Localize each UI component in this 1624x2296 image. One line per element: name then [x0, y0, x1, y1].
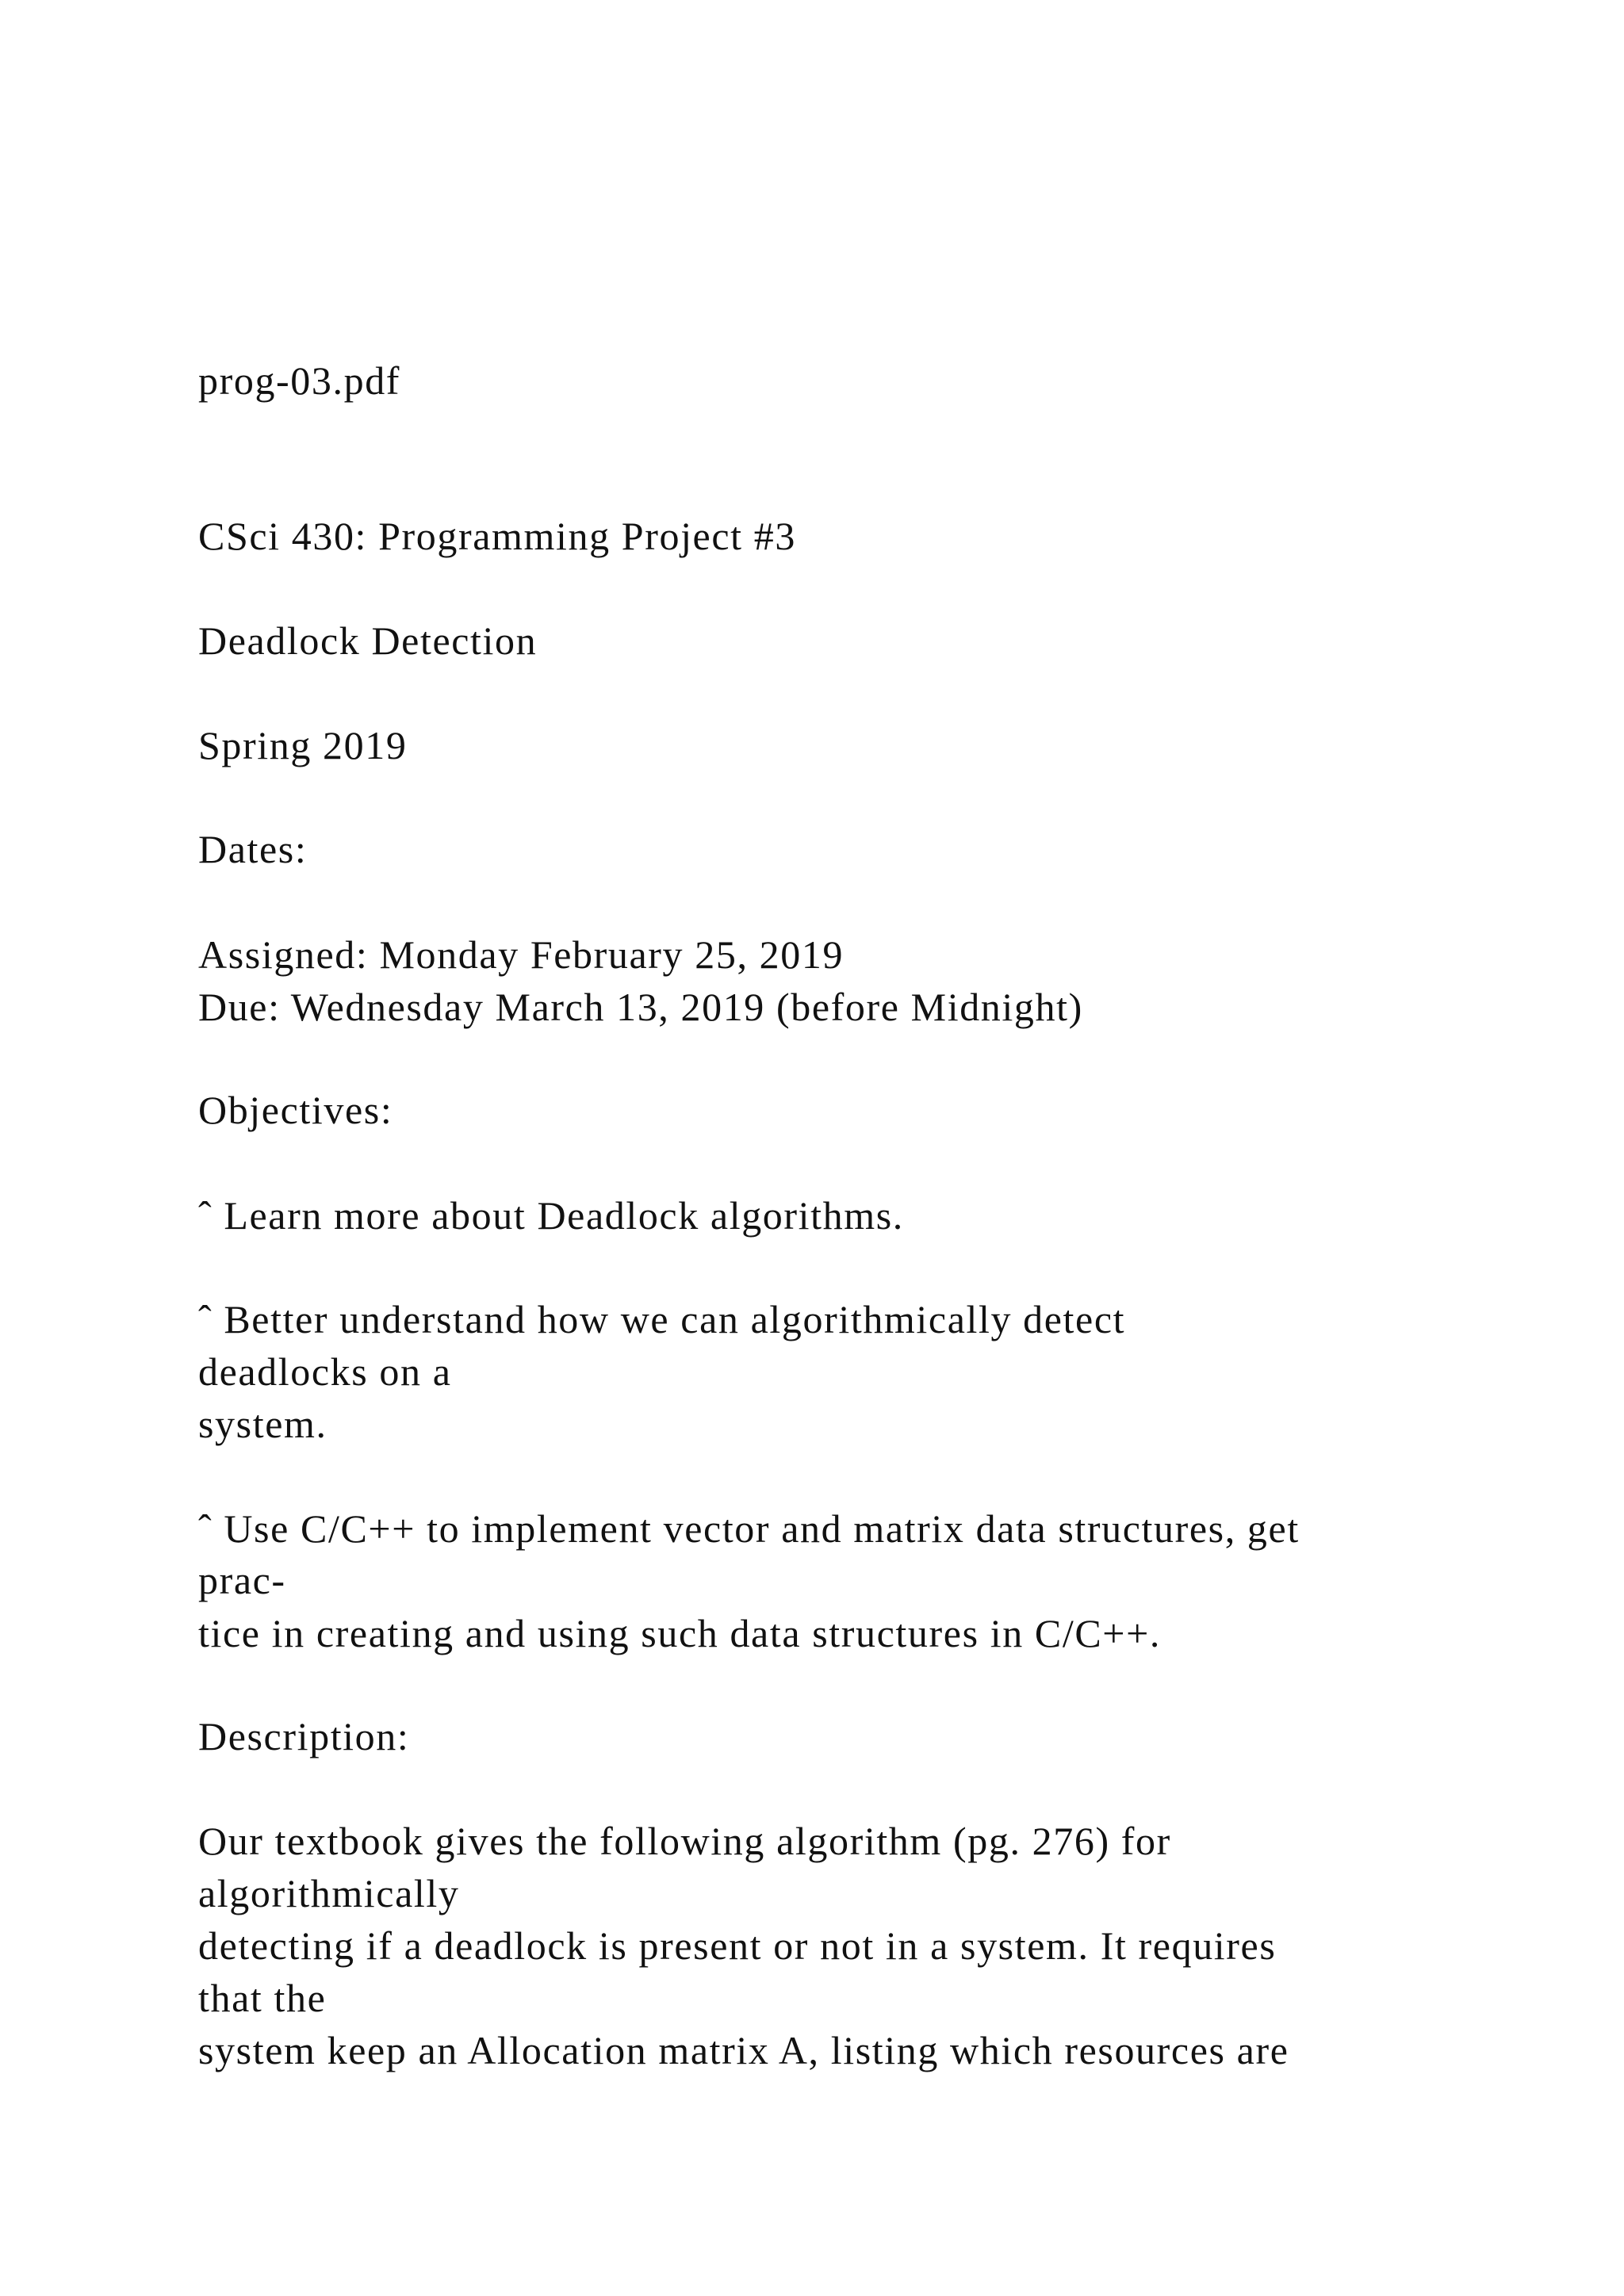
description-line: detecting if a deadlock is present or not in a system. It requires: [198, 1923, 1277, 1968]
description-line: that the: [198, 1976, 327, 2020]
assigned-date: Assigned: Monday February 25, 2019: [198, 932, 845, 977]
objective-item-continued: system.: [198, 1402, 327, 1446]
objective-item-continued: deadlocks on a: [198, 1349, 452, 1394]
objective-item: ˆ Better understand how we can algorithmically detect: [198, 1297, 1126, 1341]
description-line: Our textbook gives the following algorithm (pg. 276) for: [198, 1819, 1171, 1863]
term: Spring 2019: [198, 723, 408, 767]
dates-heading: Dates:: [198, 827, 308, 871]
objective-item: ˆ Learn more about Deadlock algorithms.: [198, 1193, 904, 1238]
description-line: system keep an Allocation matrix A, listing which resources are: [198, 2028, 1289, 2072]
project-title: Deadlock Detection: [198, 618, 538, 663]
file-name: prog-03.pdf: [198, 358, 401, 403]
course-title: CSci 430: Programming Project #3: [198, 514, 796, 558]
description-line: algorithmically: [198, 1871, 460, 1915]
description-heading: Description:: [198, 1714, 410, 1758]
objective-item-continued: tice in creating and using such data structures in C/C++.: [198, 1611, 1162, 1655]
objective-item-continued: prac-: [198, 1558, 286, 1602]
objectives-heading: Objectives:: [198, 1088, 393, 1132]
due-date: Due: Wednesday March 13, 2019 (before Midnight): [198, 985, 1083, 1029]
objective-item: ˆ Use C/C++ to implement vector and matrix data structures, get: [198, 1506, 1300, 1551]
